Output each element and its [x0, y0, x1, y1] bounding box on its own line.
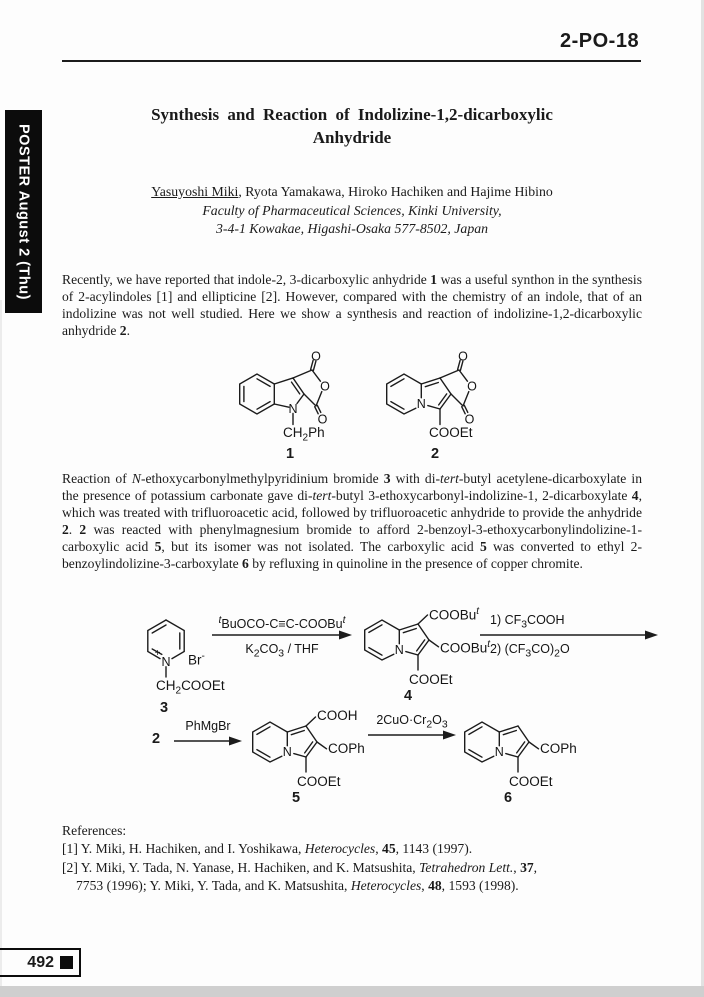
n-atom-label: N — [282, 745, 292, 760]
session-code: 2-PO-18 — [560, 30, 640, 52]
arrow-4-line — [368, 729, 456, 741]
n-atom-label: N — [416, 397, 426, 412]
reactant-2-label: 2 — [152, 731, 161, 747]
n-atom-label: N — [494, 745, 504, 760]
plus-charge-label: + — [154, 648, 161, 659]
paragraph-2: Reaction of N-ethoxycarbonylmethylpyridinium bromide 3 with di-tert-butyl acetylene-dicarboxylate in the presence of potassium carbonate gave di-tert-butyl 3-ethoxycarbonyl-indolizine-1, 2-dicarboxylate 4, which was treated with trifluoroacetic acid, followed by trifluoroacetic anhydride to provide the anhydride 2. 2 was reacted with phenylmagnesium bromide to afford 2-benzoyl-3-ethoxycarbonylindolizine-1-carboxylic acid 5, but its isomer was not isolated. The carboxylic acid 5 was converted to ethyl 2-benzoylindolizine-3-carboxylate 6 by refluxing in quinoline in the presence of copper chromite. — [62, 471, 642, 571]
author-list: Yasuyoshi Miki, Ryota Yamakawa, Hiroko Hachiken and Hajime Hibino — [151, 184, 553, 199]
reaction-arrow-2 — [480, 612, 658, 658]
reference-2-line1: [2] Y. Miki, Y. Tada, N. Yanase, H. Hachiken, and K. Matsushita, Tetrahedron Lett., 37, — [62, 859, 538, 875]
scan-strip-bottom — [0, 986, 704, 997]
compound-number-1: 1 — [285, 446, 295, 462]
paper-title-line2: Anhydride — [312, 128, 392, 147]
substituent-ch2ph: $CH_2Ph$ — [283, 425, 325, 444]
poster-day-tab — [5, 110, 42, 313]
n-atom-label: N — [288, 402, 298, 416]
substituent-cooet: COOEt — [509, 774, 553, 789]
scan-edge-left — [0, 300, 2, 986]
reference-2-line2: 7753 (1996); Y. Miki, Y. Tada, and K. Matsushita, Heterocycles, 48, 1593 (1998). — [76, 878, 519, 894]
reaction-arrow-1 — [212, 612, 352, 658]
header-rule — [62, 60, 641, 62]
o-ring-label: O — [467, 379, 477, 394]
arrow-3-line — [174, 735, 242, 747]
compound-2 — [374, 350, 524, 465]
compound-2-structure — [374, 350, 524, 465]
o-bottom-label: O — [464, 412, 475, 427]
compound-6 — [452, 702, 612, 810]
substituent-cooet: COOEt — [429, 425, 473, 440]
arrow-1-reagent-above: $^t$BuOCO-C≡C-COOBu$^t$ — [218, 615, 346, 632]
arrow-4-reagent-above: $2CuO\cdot Cr_2O_3$ — [376, 713, 448, 731]
arrow-2-reagent-below: 2) $(CF_3CO)_2O$ — [490, 642, 570, 660]
substituent-coph: COPh — [328, 741, 365, 756]
poster-day-label: POSTER August 2 (Thu) — [15, 123, 32, 300]
n-atom-label: N — [394, 643, 404, 658]
affiliation-line1: Faculty of Pharmaceutical Sciences, Kinki University, — [202, 203, 502, 218]
compound-1-structure — [227, 350, 377, 465]
compound-number-6: 6 — [503, 790, 513, 806]
o-ring-label: O — [320, 379, 330, 394]
arrow-2-reagent-above: 1) $CF_3COOH$ — [490, 613, 565, 631]
substituent-coph: COPh — [540, 741, 577, 756]
o-bottom-label: O — [317, 412, 328, 427]
references-section — [62, 822, 654, 896]
substituent-cooet: COOEt — [409, 672, 453, 687]
arrow-2-line — [480, 629, 658, 641]
compound-number-5: 5 — [291, 790, 301, 806]
substituent-coobut-2: COOBu$^t$ — [440, 639, 491, 656]
o-top-label: O — [458, 350, 468, 364]
paper-title — [62, 103, 642, 149]
reaction-arrow-3 — [174, 718, 242, 747]
n-atom-label: N — [161, 655, 171, 669]
reaction-arrow-4 — [368, 712, 456, 741]
compound-6-structure — [452, 702, 612, 810]
compound-number-3: 3 — [159, 700, 169, 716]
page-number: 492 — [27, 953, 54, 971]
o-top-label: O — [311, 350, 321, 364]
compound-number-4: 4 — [403, 688, 413, 704]
compound-number-2: 2 — [430, 446, 440, 462]
references-heading: References: — [62, 823, 127, 838]
counterion-br: Br- — [188, 651, 205, 668]
paper-title-line1: Synthesis and Reaction of Indolizine-1,2-dicarboxylic — [151, 105, 553, 124]
arrow-1-reagent-below: $K_2CO_3$ / THF — [245, 642, 319, 660]
affiliation-line2: 3-4-1 Kowakae, Higashi-Osaka 577-8502, Japan — [215, 221, 489, 236]
paragraph-1: Recently, we have reported that indole-2, 3-dicarboxylic anhydride 1 was a useful synthon in the synthesis of 2-acylindoles [1] and ellipticine [2]. However, compared with the chemistry of an indole, that of an indolizine was not well studied. Here we show a synthesis and reaction of indolizine-1,2-dicarboxylic anhydride 2. — [62, 272, 642, 338]
page-number-square-icon — [60, 956, 73, 969]
substituent-ch2cooet: $CH_2COOEt$ — [156, 678, 225, 697]
arrow-1-line — [212, 629, 352, 641]
substituent-coobut-1: COOBu$^t$ — [429, 606, 480, 623]
substituent-cooet: COOEt — [297, 774, 341, 789]
substituent-cooh: COOH — [317, 708, 358, 723]
arrow-3-reagent-above: PhMgBr — [185, 719, 231, 733]
page-number-box — [0, 948, 81, 977]
reference-1: [1] Y. Miki, H. Hachiken, and I. Yoshikawa, Heterocycles, 45, 1143 (1997). — [62, 841, 473, 857]
compound-1 — [227, 350, 377, 465]
